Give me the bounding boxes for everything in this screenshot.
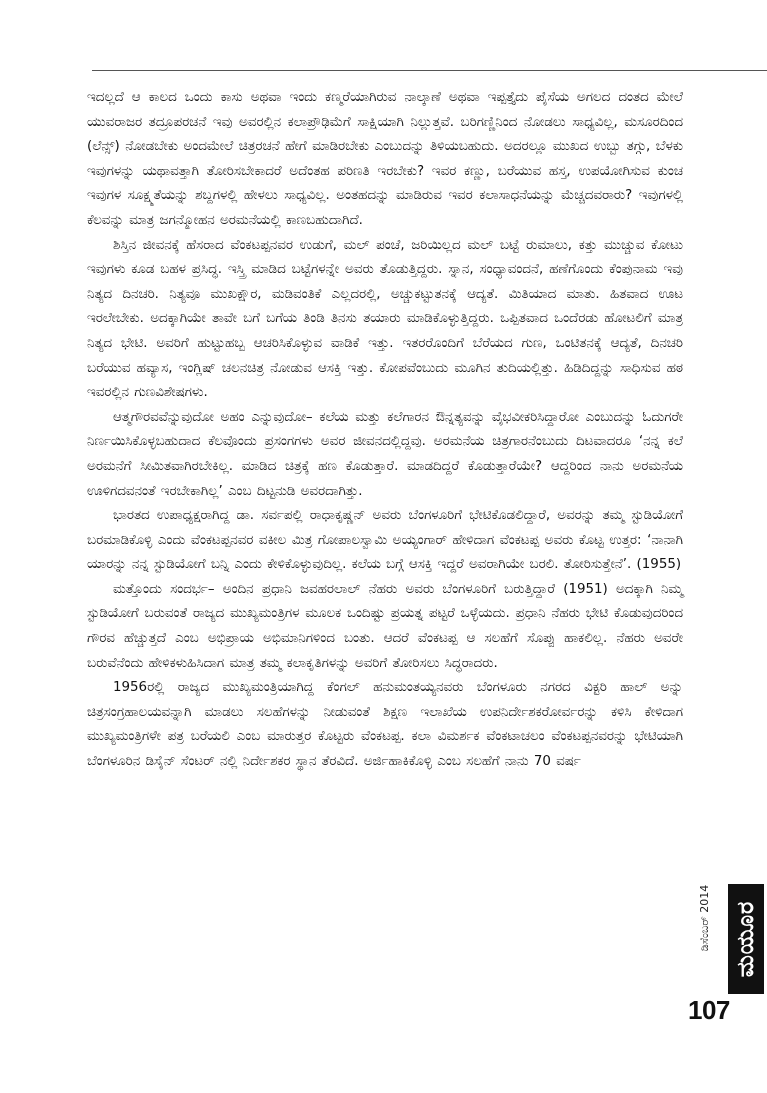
magazine-logo-text: ಮಯೂರ (733, 900, 760, 978)
paragraph: ಇದಲ್ಲದೆ ಆ ಕಾಲದ ಒಂದು ಕಾಸು ಅಥವಾ ಇಂದು ಕಣ್ಮರೆಯಾಗಿರುವ ನಾಲ್ಕಾಣೆ ಅಥವಾ ಇಪ್ಪತ್ತೈದು ಪೈಸೆಯ ಅಗಲದ ದಂತದ ಮೇಲೆ ಯುವರಾಜರ ತದ್ರೂಪರಚನೆ ಇವು ಅವರಲ್ಲಿನ ಕಲಾಪ್ರೌಢಿಮೆಗೆ ಸಾಕ್ಷಿಯಾಗಿ ನಿಲ್ಲುತ್ತವೆ. ಬರಿಗಣ್ಣಿನಿಂದ ನೋಡಲು ಸಾಧ್ಯವಿಲ್ಲ, ಮಸೂರದಿಂದ (ಲೆನ್ಸ್) ನೋಡಬೇಕು ಅಂದಮೇಲೆ ಚಿತ್ರರಚನೆ ಹೇಗೆ ಮಾಡಿರಬೇಕು ಎಂಬುದನ್ನು ತಿಳಿಯಬಹುದು. ಅದರಲ್ಲೂ ಮುಖದ ಉಬ್ಬು ತಗ್ಗು, ಬೆಳಕು ಇವುಗಳನ್ನು ಯಥಾವತ್ತಾಗಿ ತೋರಿಸಬೇಕಾದರೆ ಅದೆಂತಹ ಪರಿಣತಿ ಇರಬೇಕು? ಇವರ ಕಣ್ಣು, ಬರೆಯುವ ಹಸ್ತ, ಉಪಯೋಗಿಸುವ ಕುಂಚ ಇವುಗಳ ಸೂಕ್ಷ್ಮತೆಯನ್ನು ಶಬ್ದಗಳಲ್ಲಿ ಹೇಳಲು ಸಾಧ್ಯವಿಲ್ಲ. ಅಂತಹದನ್ನು ಮಾಡಿರುವ ಇವರ ಕಲಾಸಾಧನೆಯನ್ನು ಮೆಚ್ಚದವರಾರು? ಇವುಗಳಲ್ಲಿ ಕೆಲವನ್ನು ಮಾತ್ರ ಜಗನ್ಮೋಹನ ಅರಮನೆಯಲ್ಲಿ ಕಾಣಬಹುದಾಗಿದೆ. (87, 90, 683, 228)
page-number: 107 (688, 995, 730, 1025)
paragraph: ಶಿಸ್ತಿನ ಜೀವನಕ್ಕೆ ಹೆಸರಾದ ವೆಂಕಟಪ್ಪನವರ ಉಡುಗೆ, ಮಲ್ ಪಂಚೆ, ಜರಿಯಿಲ್ಲದ ಮಲ್ ಬಟ್ಟೆ ರುಮಾಲು, ಕತ್ತು ಮುಚ್ಚುವ ಕೋಟು ಇವುಗಳು ಕೂಡ ಬಹಳ ಪ್ರಸಿದ್ಧ. ಇಸ್ತ್ರಿ ಮಾಡಿದ ಬಟ್ಟೆಗಳನ್ನೇ ಅವರು ತೊಡುತ್ತಿದ್ದರು. ಸ್ನಾನ, ಸಂಧ್ಯಾವಂದನೆ, ಹಣೆಗೊಂದು ಕೆಂಪುನಾಮ ಇವು ನಿತ್ಯದ ದಿನಚರಿ. ನಿತ್ಯವೂ ಮುಖಕ್ಷೌರ, ಮಡಿವಂತಿಕೆ ಎಲ್ಲದರಲ್ಲಿ, ಅಚ್ಚುಕಟ್ಟುತನಕ್ಕೆ ಆದ್ಯತೆ. ಮಿತಿಯಾದ ಮಾತು. ಹಿತವಾದ ಊಟ ಇರಲೇಬೇಕು. ಅದಕ್ಕಾಗಿಯೇ ತಾವೇ ಬಗೆ ಬಗೆಯ ತಿಂಡಿ ತಿನಸು ತಯಾರು ಮಾಡಿಕೊಳ್ಳುತ್ತಿದ್ದರು. ಒಪ್ಪಿತವಾದ ಒಂದೆರಡು ಹೋಟಲಿಗೆ ಮಾತ್ರ ನಿತ್ಯದ ಭೇಟಿ. ಅವರಿಗೆ ಹುಟ್ಟುಹಬ್ಬ ಆಚರಿಸಿಕೊಳ್ಳುವ ವಾಡಿಕೆ ಇತ್ತು. ಇತರರೊಂದಿಗೆ ಬೆರೆಯದ ಗುಣ, ಒಂಟಿತನಕ್ಕೆ ಆದ್ಯತೆ, ದಿನಚರಿ ಬರೆಯುವ ಹವ್ಯಾಸ, ಇಂಗ್ಲಿಷ್ ಚಲನಚಿತ್ರ ನೋಡುವ ಆಸಕ್ತಿ ಇತ್ತು. ಕೋಪವೆಂಬುದು ಮೂಗಿನ ತುದಿಯಲ್ಲಿತ್ತು. ಹಿಡಿದಿದ್ದನ್ನು ಸಾಧಿಸುವ ಹಠ ಇವರಲ್ಲಿನ ಗುಣವಿಶೇಷಗಳು. (87, 237, 683, 401)
magazine-logo (728, 884, 764, 994)
magazine-side-strip (686, 788, 767, 994)
header-rule (92, 70, 767, 71)
paragraph: ಆತ್ಮಗೌರವವೆನ್ನುವುದೋ ಅಹಂ ಎನ್ನುವುದೋ– ಕಲೆಯ ಮತ್ತು ಕಲೆಗಾರನ ಔನ್ನತ್ಯವನ್ನು ವೈಭವೀಕರಿಸಿದ್ದಾರೋ ಎಂಬುದನ್ನು ಓದುಗರೇ ನಿರ್ಣಯಿಸಿಕೊಳ್ಳಬಹುದಾದ ಕೆಲವೊಂದು ಪ್ರಸಂಗಗಳು ಅವರ ಜೀವನದಲ್ಲಿದ್ದವು. ಅರಮನೆಯ ಚಿತ್ರಗಾರನೆಂಬುದು ದಿಟವಾದರೂ ‘ನನ್ನ ಕಲೆ ಅರಮನೆಗೆ ಸೀಮಿತವಾಗಿರಬೇಕಿಲ್ಲ. ಮಾಡಿದ ಚಿತ್ರಕ್ಕೆ ಹಣ ಕೊಡುತ್ತಾರೆ. ಮಾಡದಿದ್ದರೆ ಕೊಡುತ್ತಾರೆಯೇ? ಆದ್ದರಿಂದ ನಾನು ಅರಮನೆಯ ಊಳಿಗದವನಂತೆ ಇರಬೇಕಾಗಿಲ್ಲ’ ಎಂಬ ದಿಟ್ಟನುಡಿ ಅವರದಾಗಿತ್ತು. (87, 409, 683, 499)
issue-date-text: ಡಿಸೆಂಬರ್ 2014 (698, 884, 711, 952)
paragraph: ಮತ್ತೊಂದು ಸಂದರ್ಭ– ಅಂದಿನ ಪ್ರಧಾನಿ ಜವಹರಲಾಲ್ ನೆಹರು ಅವರು ಬೆಂಗಳೂರಿಗೆ ಬರುತ್ತಿದ್ದಾರೆ (1951) ಅದಕ್ಕಾಗಿ ನಿಮ್ಮ ಸ್ಟುಡಿಯೋಗೆ ಬರುವಂತೆ ರಾಜ್ಯದ ಮುಖ್ಯಮಂತ್ರಿಗಳ ಮೂಲಕ ಒಂದಿಷ್ಟು ಪ್ರಯತ್ನ ಪಟ್ಟರೆ ಒಳ್ಳೆಯದು. ಪ್ರಧಾನಿ ನೆಹರು ಭೇಟಿ ಕೊಡುವುದರಿಂದ ಗೌರವ ಹೆಚ್ಚುತ್ತದೆ ಎಂಬ ಅಭಿಪ್ರಾಯ ಅಭಿಮಾನಿಗಳಿಂದ ಬಂತು. ಆದರೆ ವೆಂಕಟಪ್ಪ ಆ ಸಲಹೆಗೆ ಸೊಪ್ಪು ಹಾಕಲಿಲ್ಲ. ನೆಹರು ಅವರೇ ಬರುವೆನೆಂದು ಹೇಳಿಕಳುಹಿಸಿದಾಗ ಮಾತ್ರ ತಮ್ಮ ಕಲಾಕೃತಿಗಳನ್ನು ಅವರಿಗೆ ತೋರಿಸಲು ಸಿದ್ಧರಾದರು. (87, 581, 683, 671)
paragraph: 1956ರಲ್ಲಿ ರಾಜ್ಯದ ಮುಖ್ಯಮಂತ್ರಿಯಾಗಿದ್ದ ಕೆಂಗಲ್ ಹನುಮಂತಯ್ಯನವರು ಬೆಂಗಳೂರು ನಗರದ ವಿಕ್ಟರಿ ಹಾಲ್ ಅನ್ನು ಚಿತ್ರಸಂಗ್ರಹಾಲಯವನ್ನಾಗಿ ಮಾಡಲು ಸಲಹೆಗಳನ್ನು ನೀಡುವಂತೆ ಶಿಕ್ಷಣ ಇಲಾಖೆಯ ಉಪನಿರ್ದೇಶಕರೋರ್ವರನ್ನು ಕಳಿಸಿ ಕೇಳಿದಾಗ ಮುಖ್ಯಮಂತ್ರಿಗಳೇ ಪತ್ರ ಬರೆಯಲಿ ಎಂಬ ಮಾರುತ್ತರ ಕೊಟ್ಟರು ವೆಂಕಟಪ್ಪ. ಕಲಾ ವಿಮರ್ಶಕ ವೆಂಕಟಾಚಲಂ ವೆಂಕಟಪ್ಪನವರನ್ನು ಭೇಟಿಯಾಗಿ ಬೆಂಗಳೂರಿನ ಡಿಸೈನ್ ಸೆಂಟರ್ ನಲ್ಲಿ ನಿರ್ದೇಶಕರ ಸ್ಥಾನ ತೆರವಿದೆ. ಅರ್ಜಿಹಾಕಿಕೊಳ್ಳಿ ಎಂಬ ಸಲಹೆಗೆ ನಾನು 70 ವರ್ಷ (87, 680, 683, 770)
paragraph: ಭಾರತದ ಉಪಾಧ್ಯಕ್ಷರಾಗಿದ್ದ ಡಾ. ಸರ್ವಪಲ್ಲಿ ರಾಧಾಕೃಷ್ಣನ್ ಅವರು ಬೆಂಗಳೂರಿಗೆ ಭೇಟಿಕೊಡಲಿದ್ದಾರೆ, ಅವರನ್ನು ತಮ್ಮ ಸ್ಟುಡಿಯೋಗೆ ಬರಮಾಡಿಕೊಳ್ಳಿ ಎಂದು ವೆಂಕಟಪ್ಪನವರ ವಕೀಲ ಮಿತ್ರ ಗೋಪಾಲಸ್ವಾಮಿ ಅಯ್ಯಂಗಾರ್ ಹೇಳಿದಾಗ ವೆಂಕಟಪ್ಪ ಅವರು ಕೊಟ್ಟ ಉತ್ತರ: ‘ನಾನಾಗಿ ಯಾರನ್ನು ನನ್ನ ಸ್ಟುಡಿಯೋಗೆ ಬನ್ನಿ ಎಂದು ಕೇಳಿಕೊಳ್ಳುವುದಿಲ್ಲ. ಕಲೆಯ ಬಗ್ಗೆ ಆಸಕ್ತಿ ಇದ್ದರೆ ಅವರಾಗಿಯೇ ಬರಲಿ. ತೋರಿಸುತ್ತೇನೆ’. (1955) (87, 508, 683, 573)
article-body (87, 86, 683, 775)
issue-date (690, 884, 720, 952)
